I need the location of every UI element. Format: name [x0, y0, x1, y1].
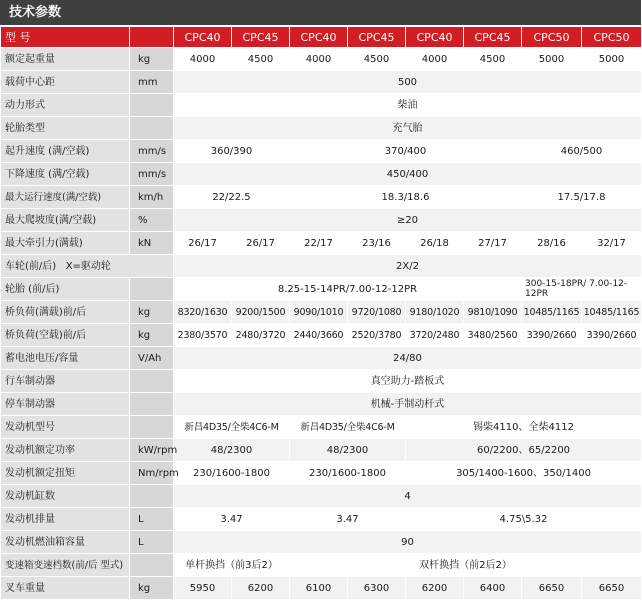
value-cell: 3390/2660 [522, 324, 582, 347]
row-label: 下降速度 (满/空载) [1, 163, 130, 186]
row-label: 最大爬坡度(满/空载) [1, 209, 130, 232]
value-cell: 6300 [348, 577, 406, 600]
value-cell: 4500 [348, 48, 406, 71]
row-unit: kg [130, 324, 174, 347]
value-cell: 6200 [406, 577, 464, 600]
row-label: 行车制动器 [1, 370, 130, 393]
value-cell: 2X/2 [174, 255, 642, 278]
value-cell: 2520/3780 [348, 324, 406, 347]
value-cell: 5000 [582, 48, 642, 71]
value-cell: 26/17 [232, 232, 290, 255]
value-cell: 6650 [522, 577, 582, 600]
model-col-5: CPC40 [406, 27, 464, 48]
row-unit: kg [130, 577, 174, 600]
row-label: 最大牵引力(满载) [1, 232, 130, 255]
value-cell: 24/80 [174, 347, 642, 370]
row-label: 发动机额定扭矩 [1, 462, 130, 485]
row-unit: % [130, 209, 174, 232]
row-label: 车轮(前/后) X=驱动轮 [1, 255, 174, 278]
header-row [1, 27, 642, 48]
value-cell: 8.25-15-14PR/7.00-12-12PR [174, 278, 522, 301]
model-col-2: CPC45 [232, 27, 290, 48]
value-cell: 5000 [522, 48, 582, 71]
row-label: 停车制动器 [1, 393, 130, 416]
value-cell: 3.47 [290, 508, 406, 531]
value-cell: 300-15-18PR/ 7.00-12-12PR [522, 278, 642, 301]
value-cell: 28/16 [522, 232, 582, 255]
value-cell: 6200 [232, 577, 290, 600]
model-col-6: CPC45 [464, 27, 522, 48]
value-cell: 27/17 [464, 232, 522, 255]
value-cell: 6650 [582, 577, 642, 600]
value-cell: 3720/2480 [406, 324, 464, 347]
row-tire-type [1, 117, 642, 140]
row-label: 变速箱变速档数(前/后 型式) [1, 554, 130, 577]
row-power [1, 94, 642, 117]
value-cell: 锡柴4110、全柴4112 [406, 416, 642, 439]
row-unit: mm/s [130, 140, 174, 163]
value-cell: 370/400 [290, 140, 522, 163]
row-unit [130, 393, 174, 416]
value-cell: 305/1400-1600、350/1400 [406, 462, 642, 485]
model-col-4: CPC45 [348, 27, 406, 48]
value-cell: 10485/1165 [582, 301, 642, 324]
header-unit-cell [130, 27, 174, 48]
row-axle-full [1, 301, 642, 324]
value-cell: 360/390 [174, 140, 290, 163]
row-unit: kg [130, 48, 174, 71]
value-cell: 4500 [464, 48, 522, 71]
value-cell: 22/17 [290, 232, 348, 255]
row-axle-empty [1, 324, 642, 347]
value-cell: 18.3/18.6 [290, 186, 522, 209]
value-cell: 500 [174, 71, 642, 94]
value-cell: 4500 [232, 48, 290, 71]
value-cell: 3390/2660 [582, 324, 642, 347]
row-wheels [1, 255, 642, 278]
row-fuel-tank [1, 531, 642, 554]
value-cell: 柴油 [174, 94, 642, 117]
row-unit: kN [130, 232, 174, 255]
value-cell: 2480/3720 [232, 324, 290, 347]
value-cell: 4000 [406, 48, 464, 71]
row-engine-model [1, 416, 642, 439]
model-col-7: CPC50 [522, 27, 582, 48]
row-unit [130, 485, 174, 508]
row-label: 载荷中心距 [1, 71, 130, 94]
value-cell: 单杆换挡（前3后2） [174, 554, 290, 577]
row-unit: Nm/rpm [130, 462, 174, 485]
row-unit: L [130, 531, 174, 554]
value-cell: 32/17 [582, 232, 642, 255]
row-rated-load [1, 48, 642, 71]
row-label: 最大运行速度(满/空载) [1, 186, 130, 209]
row-cylinders [1, 485, 642, 508]
value-cell: 双杆换挡（前2后2） [290, 554, 642, 577]
value-cell: 230/1600-1800 [290, 462, 406, 485]
value-cell: ≥20 [174, 209, 642, 232]
row-battery [1, 347, 642, 370]
row-label: 发动机排量 [1, 508, 130, 531]
value-cell: 460/500 [522, 140, 642, 163]
row-label: 额定起重量 [1, 48, 130, 71]
value-cell: 4000 [174, 48, 232, 71]
model-col-8: CPC50 [582, 27, 642, 48]
value-cell: 90 [174, 531, 642, 554]
model-col-3: CPC40 [290, 27, 348, 48]
row-unit: kW/rpm [130, 439, 174, 462]
row-unit [130, 117, 174, 140]
row-displacement [1, 508, 642, 531]
value-cell: 17.5/17.8 [522, 186, 642, 209]
value-cell: 2380/3570 [174, 324, 232, 347]
value-cell: 5950 [174, 577, 232, 600]
model-col-1: CPC40 [174, 27, 232, 48]
row-label: 轮胎 (前/后) [1, 278, 130, 301]
row-unit [130, 416, 174, 439]
value-cell: 48/2300 [290, 439, 406, 462]
row-label: 发动机额定功率 [1, 439, 130, 462]
value-cell: 60/2200、65/2200 [406, 439, 642, 462]
value-cell: 9720/1080 [348, 301, 406, 324]
value-cell: 23/16 [348, 232, 406, 255]
value-cell: 4.75\5.32 [406, 508, 642, 531]
row-label: 发动机缸数 [1, 485, 130, 508]
value-cell: 新昌4D35/全柴4C6-M [174, 416, 290, 439]
row-load-center [1, 71, 642, 94]
row-label: 轮胎类型 [1, 117, 130, 140]
value-cell: 6100 [290, 577, 348, 600]
value-cell: 10485/1165 [522, 301, 582, 324]
value-cell: 机械-手制动杆式 [174, 393, 642, 416]
value-cell: 9090/1010 [290, 301, 348, 324]
row-engine-torque [1, 462, 642, 485]
spec-table [0, 26, 642, 600]
row-unit: km/h [130, 186, 174, 209]
row-label: 叉车重量 [1, 577, 130, 600]
value-cell: 4000 [290, 48, 348, 71]
row-unit: kg [130, 301, 174, 324]
row-label: 发动机型号 [1, 416, 130, 439]
row-travel-speed [1, 186, 642, 209]
row-parking-brake [1, 393, 642, 416]
row-engine-power [1, 439, 642, 462]
row-lower-speed [1, 163, 642, 186]
value-cell: 9200/1500 [232, 301, 290, 324]
row-lift-speed [1, 140, 642, 163]
row-unit: V/Ah [130, 347, 174, 370]
row-unit [130, 554, 174, 577]
value-cell: 4 [174, 485, 642, 508]
header-label: 型 号 [1, 27, 130, 48]
row-label: 桥负荷(满载)前/后 [1, 301, 130, 324]
value-cell: 9180/1020 [406, 301, 464, 324]
value-cell: 26/18 [406, 232, 464, 255]
row-weight [1, 577, 642, 600]
value-cell: 48/2300 [174, 439, 290, 462]
row-unit [130, 94, 174, 117]
section-title: 技术参数 [0, 0, 641, 25]
row-label: 桥负荷(空载)前/后 [1, 324, 130, 347]
value-cell: 26/17 [174, 232, 232, 255]
row-service-brake [1, 370, 642, 393]
row-label: 动力形式 [1, 94, 130, 117]
row-drawbar [1, 232, 642, 255]
value-cell: 22/22.5 [174, 186, 290, 209]
value-cell: 230/1600-1800 [174, 462, 290, 485]
value-cell: 9810/1090 [464, 301, 522, 324]
row-gearbox [1, 554, 642, 577]
value-cell: 3.47 [174, 508, 290, 531]
row-tires [1, 278, 642, 301]
row-gradeability [1, 209, 642, 232]
row-unit: mm/s [130, 163, 174, 186]
value-cell: 8320/1630 [174, 301, 232, 324]
value-cell: 6400 [464, 577, 522, 600]
value-cell: 新昌4D35/全柴4C6-M [290, 416, 406, 439]
value-cell: 3480/2560 [464, 324, 522, 347]
value-cell: 2440/3660 [290, 324, 348, 347]
row-unit [130, 278, 174, 301]
row-label: 蓄电池电压/容量 [1, 347, 130, 370]
value-cell: 450/400 [174, 163, 642, 186]
value-cell: 真空助力-踏板式 [174, 370, 642, 393]
row-label: 发动机燃油箱容量 [1, 531, 130, 554]
row-label: 起升速度 (满/空载) [1, 140, 130, 163]
row-unit [130, 370, 174, 393]
row-unit: mm [130, 71, 174, 94]
row-unit: L [130, 508, 174, 531]
value-cell: 充气胎 [174, 117, 642, 140]
